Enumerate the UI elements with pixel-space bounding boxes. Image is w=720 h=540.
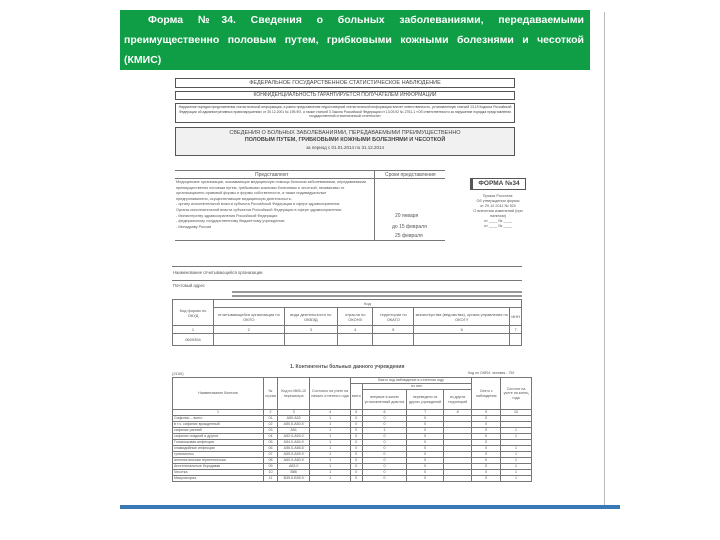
form-number-label: ФОРМА №34 bbox=[470, 178, 526, 190]
icd-code: A51 bbox=[278, 428, 310, 434]
line-number: 11 bbox=[264, 476, 278, 482]
submitter-text: преимущественно половым путем, грибковыми кожными болезнями и чесоткой, независимо от bbox=[176, 185, 345, 190]
line-number: 05 bbox=[264, 440, 278, 446]
order-line: О внесении изменений (при наличии) bbox=[473, 209, 523, 218]
col-header: Состояло на учете на начало отчетного года bbox=[310, 378, 351, 410]
col-header: Взято под наблюдение в отчетном году bbox=[350, 378, 471, 384]
order-line: от ____ № ____ bbox=[484, 219, 512, 223]
icd-code: B86 bbox=[278, 470, 310, 476]
icd-code: B35.0-B35.9 bbox=[278, 476, 310, 482]
header-federal: ФЕДЕРАЛЬНОЕ ГОСУДАРСТВЕННОЕ СТАТИСТИЧЕСКОЕ НАБЛЮДЕНИЕ bbox=[175, 78, 515, 88]
disease-name: Гонококковая инфекция bbox=[173, 440, 264, 446]
cell-value: 0 bbox=[472, 428, 501, 434]
icd-code: A63.0 bbox=[278, 464, 310, 470]
col-header: Наименование болезни bbox=[173, 378, 264, 410]
cell-value: 1 bbox=[310, 440, 351, 446]
col-number: 3 bbox=[278, 410, 310, 416]
col-header: Состоит на учете на конец года bbox=[501, 378, 532, 410]
cell-value: 1 bbox=[501, 470, 532, 476]
col-header: впервые в жизни установленный диагноз bbox=[362, 390, 406, 410]
code-col-header: территории по ОКАТО bbox=[373, 308, 414, 326]
cell-value: 0 bbox=[350, 416, 362, 422]
form-title-line1: СВЕДЕНИЯ О БОЛЬНЫХ ЗАБОЛЕВАНИЯМИ, ПЕРЕДАВАЕМЫМИ ПРЕИМУЩЕСТВЕННО bbox=[229, 130, 461, 136]
col-header: Снято с наблюдения bbox=[472, 378, 501, 410]
cell-value: 0 bbox=[350, 422, 362, 428]
table-row bbox=[173, 476, 532, 482]
col-number: 9 bbox=[472, 410, 501, 416]
cell-value: 1 bbox=[501, 434, 532, 440]
icd-code: A54.0-A54.9 bbox=[278, 440, 310, 446]
submitter-text: - Министерству здравоохранения Российской Федерации bbox=[176, 213, 278, 218]
disease-name: сифилис ранний bbox=[173, 428, 264, 434]
cell-value: 0 bbox=[362, 416, 406, 422]
cell-value: 0 bbox=[362, 464, 406, 470]
cell-value: 1 bbox=[362, 428, 406, 434]
cell-value: 0 bbox=[350, 464, 362, 470]
cell-value: 1 bbox=[310, 446, 351, 452]
submit-header: Представляют bbox=[255, 172, 289, 178]
order-line: от 29.12.2011 № 520 bbox=[479, 204, 517, 208]
cell-value: 1 bbox=[501, 476, 532, 482]
cell-value: 0 bbox=[407, 464, 444, 470]
cell-value: 0 bbox=[350, 440, 362, 446]
col-number: 1 bbox=[173, 410, 264, 416]
deadline-header: Сроки представления bbox=[385, 172, 436, 178]
line-number: 08 bbox=[264, 458, 278, 464]
okud-code: 0609354 bbox=[173, 334, 214, 346]
divider bbox=[175, 178, 445, 179]
col-number: 6 bbox=[362, 410, 406, 416]
line-number: 07 bbox=[264, 452, 278, 458]
form-title-line2: ПОЛОВЫМ ПУТЕМ, ГРИБКОВЫМИ КОЖНЫМИ БОЛЕЗНЯМИ И ЧЕСОТКОЙ bbox=[244, 137, 446, 143]
deadline-1: 20 января bbox=[395, 213, 419, 219]
line-number: 03 bbox=[264, 428, 278, 434]
submitter-text: - федеральному государственному бюджетному учреждению bbox=[176, 219, 285, 224]
cell-value: 0 bbox=[407, 458, 444, 464]
icd-code: A59.0-A59.9 bbox=[278, 452, 310, 458]
line-number: 09 bbox=[264, 464, 278, 470]
code-col-header: ИНН bbox=[510, 308, 522, 326]
divider bbox=[374, 170, 375, 240]
line-number: 06 bbox=[264, 446, 278, 452]
cell-value: 0 bbox=[407, 452, 444, 458]
disease-name: трихомоноз bbox=[173, 452, 264, 458]
code-col-number: 5 bbox=[373, 326, 414, 334]
cell-value: 0 bbox=[362, 476, 406, 482]
disease-name: хламидийные инфекции bbox=[173, 446, 264, 452]
org-name-label: Наименование отчитывающейся организации bbox=[173, 270, 263, 275]
cell-value: 0 bbox=[350, 434, 362, 440]
submitter-text: организационно-правовой формы и формы собственности, а также индивидуальные bbox=[176, 191, 327, 196]
cell-value: 0 bbox=[472, 422, 501, 428]
disease-name: сифилис поздний и другие bbox=[173, 434, 264, 440]
cell-value: 0 bbox=[407, 440, 444, 446]
cell-value: 0 bbox=[362, 422, 406, 428]
cell-value: 0 bbox=[362, 434, 406, 440]
col-number: 4 bbox=[310, 410, 351, 416]
code-col-number: 2 bbox=[214, 326, 285, 334]
cell-value: 1 bbox=[501, 458, 532, 464]
cell-value: 0 bbox=[350, 476, 362, 482]
section-code: (2100) bbox=[172, 371, 184, 376]
col-header: переведено из других учреждений bbox=[407, 390, 444, 410]
cell-value: 0 bbox=[362, 446, 406, 452]
submitter-text: Медицинские организации, оказывающие медицинскую помощь больным заболеваниями, передаваемыми bbox=[176, 180, 366, 184]
cell-value: 0 bbox=[472, 464, 501, 470]
col-header: № строки bbox=[264, 378, 278, 410]
icd-code: A52.0-A53.0 bbox=[278, 434, 310, 440]
col-header: из них: bbox=[362, 384, 472, 390]
disease-name: Сифилис – всего bbox=[173, 416, 264, 422]
code-col-header: отрасли по ОКОНХ bbox=[338, 308, 373, 326]
cell-value: 0 bbox=[472, 446, 501, 452]
codes-table bbox=[172, 299, 522, 346]
icd-code: A56.0-A56.8 bbox=[278, 446, 310, 452]
submitter-text: предприниматели, осуществляющие медицинскую деятельность: bbox=[176, 196, 292, 201]
code-col-header: министерства (ведомства), органа управления по ОКОГУ bbox=[414, 308, 510, 326]
unit-label: Код по ОКЕИ: человек - 792 bbox=[468, 371, 515, 375]
cell-value: 1 bbox=[501, 464, 532, 470]
section-title: 1. Контингенты больных данного учреждения bbox=[290, 364, 405, 370]
line-number: 02 bbox=[264, 422, 278, 428]
submitter-text: Органы исполнительной власти субъектов Российской Федерации в сфере здравоохранения: bbox=[176, 207, 342, 212]
cell-value: 0 bbox=[472, 476, 501, 482]
cell-value: 0 bbox=[472, 452, 501, 458]
line-number: 04 bbox=[264, 434, 278, 440]
cell-value: 0 bbox=[407, 422, 444, 428]
deadline-3: 25 февраля bbox=[395, 233, 423, 239]
cell-value: 1 bbox=[310, 422, 351, 428]
divider bbox=[172, 280, 522, 281]
disease-name: Микроспория bbox=[173, 476, 264, 482]
code-col-header: вида деятельности по ОКВЭД bbox=[284, 308, 338, 326]
cell-value: 0 bbox=[407, 470, 444, 476]
cell-value: 1 bbox=[501, 452, 532, 458]
submitter-text: - Минздраву России bbox=[176, 224, 212, 229]
cell-value: 1 bbox=[310, 458, 351, 464]
cell-value: 0 bbox=[350, 428, 362, 434]
col-header: из других территорий bbox=[444, 390, 472, 410]
cell-value: 1 bbox=[310, 452, 351, 458]
order-line: Приказ Росстата: bbox=[482, 194, 514, 198]
disease-name: аногенитальная герпетическая bbox=[173, 458, 264, 464]
cell-value: 0 bbox=[472, 440, 501, 446]
form-period: за период с 01.01.2014 по 31.12.2014 bbox=[305, 145, 385, 150]
divider bbox=[232, 291, 522, 293]
cell-value: 0 bbox=[407, 476, 444, 482]
cell-value: 0 bbox=[407, 416, 444, 422]
icd-code: A50-A53 bbox=[278, 416, 310, 422]
code-col-number: 7 bbox=[510, 326, 522, 334]
cell-value: 0 bbox=[350, 452, 362, 458]
icd-code: A50.0-A50.5 bbox=[278, 422, 310, 428]
divider bbox=[175, 170, 445, 171]
cell-value: 1 bbox=[310, 464, 351, 470]
cell-value: 0 bbox=[362, 470, 406, 476]
order-line: от ____ № ____ bbox=[484, 224, 512, 228]
line-number: 01 bbox=[264, 416, 278, 422]
slide-title: Форма №34. Сведения о больных заболеваниями, передаваемыми преимущественно половым путем, грибковыми кожными болезнями и чесоткой (КМИС) bbox=[124, 14, 584, 66]
order-line: Об утверждении формы bbox=[476, 199, 520, 203]
cell-value: 0 bbox=[407, 428, 444, 434]
submitters-list bbox=[176, 180, 372, 230]
slide-bottom-bar bbox=[120, 505, 620, 509]
line-number: 10 bbox=[264, 470, 278, 476]
disease-name: в т.ч. сифилис врожденный bbox=[173, 422, 264, 428]
cell-value: 1 bbox=[310, 434, 351, 440]
cell-value: 0 bbox=[472, 434, 501, 440]
address-label: Почтовый адрес bbox=[173, 283, 205, 288]
col-number: 7 bbox=[407, 410, 444, 416]
divider bbox=[172, 266, 522, 267]
code-col-header: отчитывающейся организации по ОКПО bbox=[214, 308, 285, 326]
cell-value: 1 bbox=[310, 476, 351, 482]
cell-value: 0 bbox=[472, 470, 501, 476]
col-number: 2 bbox=[264, 410, 278, 416]
cell-value: 0 bbox=[362, 452, 406, 458]
col-header: всего bbox=[350, 384, 362, 410]
divider bbox=[175, 240, 445, 241]
deadline-2: до 15 февраля bbox=[392, 224, 427, 230]
disease-name: Чесотка bbox=[173, 470, 264, 476]
header-confidential: КОНФИДЕНЦИАЛЬНОСТЬ ГАРАНТИРУЕТСЯ ПОЛУЧАТЕЛЕМ ИНФОРМАЦИИ bbox=[175, 91, 515, 100]
order-info bbox=[468, 194, 528, 229]
submitter-text: - органу исполнительной власти субъекта Российской Федерации в сфере здравоохранения bbox=[176, 202, 340, 207]
code-col-number: 6 bbox=[414, 326, 510, 334]
cell-value: 1 bbox=[501, 428, 532, 434]
col-number: 10 bbox=[501, 410, 532, 416]
col-header: Код по МКБ-10 пересмотра bbox=[278, 378, 310, 410]
cell-value: 1 bbox=[501, 446, 532, 452]
code-header: Код bbox=[214, 300, 522, 308]
cell-value: 1 bbox=[310, 416, 351, 422]
code-col-number: 1 bbox=[173, 326, 214, 334]
patients-table bbox=[172, 377, 532, 482]
cell-value: 0 bbox=[350, 458, 362, 464]
legal-notice: Нарушение порядка представления статистической информации, а равно представление недостоверной статистической информации влечет ответственность, установленную статьей 13.19 Кодекса Российской Федерации об административных правонарушениях от 30.12.2001 № 195-ФЗ, а также статьей 3 Закона Российской Федерации от 13.05.92 № 2761-1 «Об ответственности за нарушение порядка представления государственной статистической отчетности» bbox=[175, 103, 515, 123]
cell-value: 0 bbox=[407, 434, 444, 440]
cell-value: 1 bbox=[310, 470, 351, 476]
cell-value: 0 bbox=[407, 446, 444, 452]
form-title-box bbox=[175, 127, 515, 156]
cell-value: 0 bbox=[350, 446, 362, 452]
cell-value: 0 bbox=[472, 458, 501, 464]
cell-value: 0 bbox=[472, 416, 501, 422]
col-number: 5 bbox=[350, 410, 362, 416]
col-number: 8 bbox=[444, 410, 472, 416]
code-col-number: 4 bbox=[338, 326, 373, 334]
cell-value: 1 bbox=[310, 428, 351, 434]
cell-value bbox=[444, 476, 472, 482]
icd-code: A60.0-A60.9 bbox=[278, 458, 310, 464]
code-col-number: 3 bbox=[284, 326, 338, 334]
divider bbox=[232, 295, 522, 297]
cell-value: 0 bbox=[350, 470, 362, 476]
code-col-header: Код формы по ОКУД bbox=[173, 300, 214, 326]
cell-value: 0 bbox=[362, 458, 406, 464]
cell-value: 0 bbox=[362, 440, 406, 446]
disease-name: Аногенитальные бородавки bbox=[173, 464, 264, 470]
